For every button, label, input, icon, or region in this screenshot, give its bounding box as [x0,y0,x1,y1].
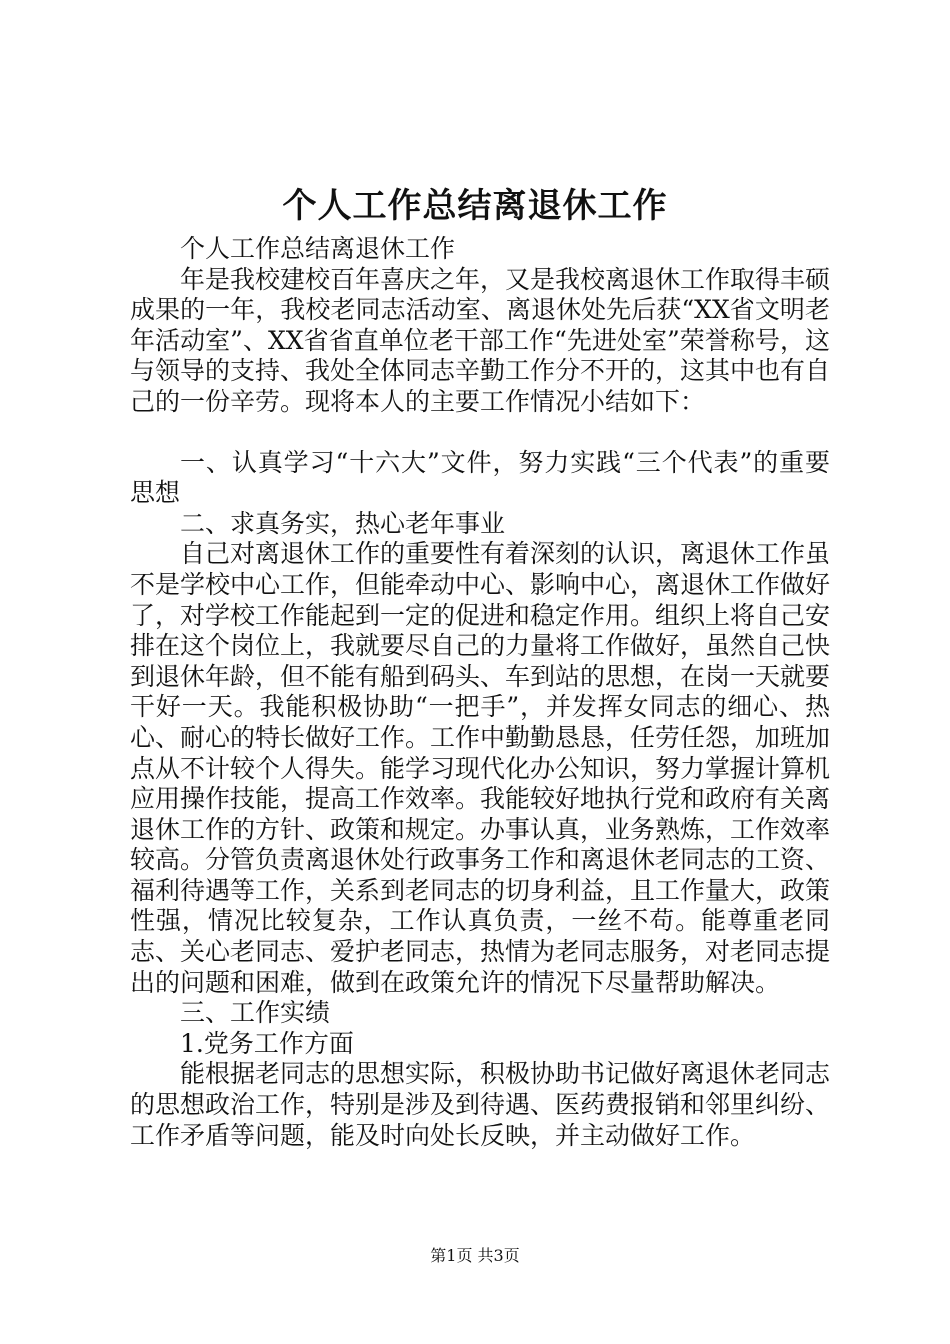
paragraph-subtitle: 个人工作总结离退休工作 [180,234,456,263]
document-title: 个人工作总结离退休工作 [282,186,668,226]
paragraph-intro: 年是我校建校百年喜庆之年，又是我校离退休工作取得丰硕成果的一年，我校老同志活动室、离退休处先后获“XX省文明老年活动室”、XX省省直单位老干部工作“先进处室”荣誉称号，这与领导的支持、我处全体同志辛勤工作分不开的，这其中也有自己的一份辛劳。现将本人的主要工作情况小结如下： [130,264,831,416]
page-number-footer: 第1页 共3页 [430,1246,520,1265]
section-heading-2: 二、求真务实，热心老年事业 [180,508,506,538]
section-heading-1: 一、认真学习“十六大”文件，努力实践“三个代表”的重要思想 [130,447,830,508]
section-heading-3: 三、工作实绩 [180,998,331,1028]
paragraph-subsection-1-body: 能根据老同志的思想实际，积极协助书记做好离退休老同志的思想政治工作，特别是涉及到待遇、医药费报销和邻里纠纷、工作矛盾等问题，能及时向处长反映，并主动做好工作。 [130,1059,831,1150]
subsection-heading-1: 1.党务工作方面 [180,1028,354,1058]
document-body [130,234,830,1151]
paragraph-spacer [130,418,830,448]
paragraph-section-2-body: 自己对离退休工作的重要性有着深刻的认识，离退休工作虽不是学校中心工作，但能牵动中心、影响中心，离退休工作做好了，对学校工作能起到一定的促进和稳定作用。组织上将自己安排在这个岗位上，我就要尽自己的力量将工作做好，虽然自己快到退休年龄，但不能有船到码头、车到站的思想，在岗一天就要干好一天。我能积极协助“一把手”，并发挥女同志的细心、热心、耐心的特长做好工作。工作中勤勤恳恳，任劳任怨，加班加点从不计较个人得失。能学习现代化办公知识，努力掌握计算机应用操作技能，提高工作效率。我能较好地执行党和政府有关离退休工作的方针、政策和规定。办事认真，业务熟炼，工作效率较高。分管负责离退休处行政事务工作和离退休老同志的工资、福利待遇等工作，关系到老同志的切身利益，且工作量大，政策性强，情况比较复杂，工作认真负责，一丝不苟。能尊重老同志、关心老同志、爱护老同志，热情为老同志服务，对老同志提出的问题和困难，做到在政策允许的情况下尽量帮助解决。 [130,539,831,997]
